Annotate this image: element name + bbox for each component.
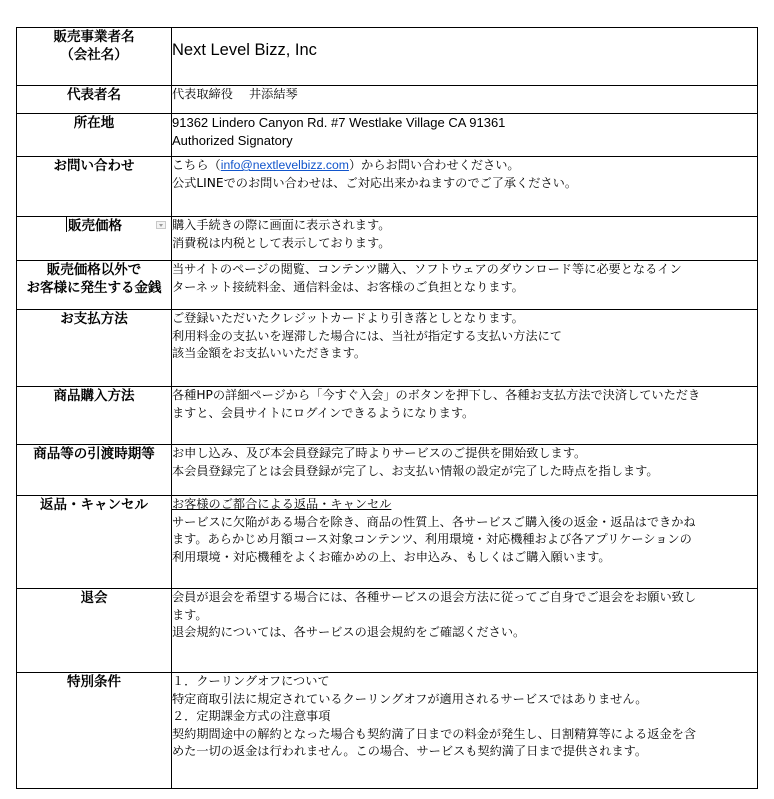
row-value-purchase — [172, 387, 758, 445]
value-line: ます。あらかじめ月額コース対象コンテンツ、利用環境・対応機種および各アプリケーションの — [172, 532, 692, 546]
label-line: （会社名） — [60, 47, 128, 63]
value-line: めた一切の返金は行われません。この場合、サービスも契約満了日まで提供されます。 — [172, 744, 648, 758]
table-row — [17, 310, 758, 387]
table-row — [17, 589, 758, 673]
value-line: 91362 Lindero Canyon Rd. #7 Westlake Village CA 91361 — [172, 115, 506, 130]
label-line: お問い合わせ — [53, 158, 135, 174]
value-line: 利用料金の支払いを遅滞した場合には、当社が指定する支払い方法にて — [172, 328, 562, 343]
returns-heading: お客様のご都合による返品・キャンセル — [172, 497, 392, 511]
label-line: 所在地 — [73, 115, 115, 131]
contact-suffix: ）からお問い合わせください。 — [348, 158, 520, 172]
label-line: 返品・キャンセル — [40, 497, 148, 513]
dropdown-filter-icon[interactable] — [156, 221, 166, 229]
value-line: 公式LINEでのお問い合わせは、ご対応出来かねますのでご了承ください。 — [172, 175, 578, 190]
value-line: Authorized Signatory — [172, 132, 293, 148]
row-value-extra-fees — [172, 261, 758, 310]
label-line: お客様に発生する金銭 — [26, 280, 162, 296]
value-line: 会員が退会を希望する場合には、各種サービスの退会方法に従ってご自身でご退会をお願い致し — [172, 590, 697, 604]
value-line: 特定商取引法に規定されているクーリングオフが適用されるサービスではありません。 — [172, 691, 648, 706]
table-row — [17, 86, 758, 114]
value-line: 当サイトのページの閲覧、コンテンツ購入、ソフトウェアのダウンロード等に必要となるイン — [172, 262, 682, 276]
row-value-address — [172, 114, 758, 157]
row-label-withdrawal — [17, 589, 172, 673]
label-line: 代表者名 — [67, 87, 121, 103]
table-row — [17, 217, 758, 261]
value-line: 利用環境・対応機種をよくお確かめの上、お申込み、もしくはご購入願います。 — [172, 549, 611, 564]
label-line: お支払方法 — [60, 311, 128, 327]
table-row — [17, 387, 758, 445]
value-line: 消費税は内税として表示しております。 — [172, 235, 391, 250]
value-line: ますと、会員サイトにログインできるようになります。 — [172, 405, 475, 420]
row-label-seller — [17, 28, 172, 86]
row-label-address — [17, 114, 172, 157]
value-line: 契約期間途中の解約となった場合も契約満了日までの料金が発生し、日割精算等による返金を含 — [172, 726, 697, 741]
row-label-price — [17, 217, 172, 261]
row-label-purchase — [17, 387, 172, 445]
label-line: 商品等の引渡時期等 — [33, 446, 155, 462]
legal-notice-table — [16, 27, 758, 789]
row-value-contact — [172, 157, 758, 217]
row-label-delivery — [17, 445, 172, 496]
row-label-special-terms — [17, 673, 172, 789]
row-label-contact — [17, 157, 172, 217]
table-row — [17, 673, 758, 789]
row-value-special-terms — [172, 673, 758, 789]
label-text: 販売価格 — [68, 218, 122, 234]
table-row — [17, 445, 758, 496]
label-line: 退会 — [80, 590, 108, 606]
label-line: 商品購入方法 — [53, 388, 135, 404]
row-value-returns — [172, 496, 758, 589]
label-line — [17, 217, 171, 235]
row-label-payment — [17, 310, 172, 387]
company-name: Next Level Bizz, Inc — [172, 41, 317, 59]
table-row — [17, 496, 758, 589]
value-line: 購入手続きの際に画面に表示されます。 — [172, 218, 391, 232]
value-line — [172, 157, 757, 175]
value-line: 代表取締役 井添結琴 — [172, 87, 298, 101]
value-line: ターネット接続料金、通信料金は、お客様のご負担となります。 — [172, 279, 524, 294]
value-line: 該当金額をお支払いいただきます。 — [172, 346, 367, 360]
value-line: 本会員登録完了とは会員登録が完了し、お支払い情報の設定が完了した時点を指します。 — [172, 463, 659, 478]
value-line: お申し込み、及び本会員登録完了時よりサービスのご提供を開始致します。 — [172, 446, 587, 460]
label-line: 販売価格以外で — [46, 262, 142, 278]
value-line: ２．定期課金方式の注意事項 — [172, 709, 331, 723]
table-row — [17, 114, 758, 157]
table-row — [17, 157, 758, 217]
value-line: 各種HPの詳細ページから「今すぐ入会」のボタンを押下し、各種お支払方法で決済していただき — [172, 388, 701, 402]
row-label-returns — [17, 496, 172, 589]
row-value-price — [172, 217, 758, 261]
row-value-payment — [172, 310, 758, 387]
row-value-seller — [172, 28, 758, 86]
contact-prefix: こちら（ — [172, 158, 221, 172]
row-label-representative — [17, 86, 172, 114]
table-row — [17, 261, 758, 310]
email-link[interactable]: info@nextlevelbizz.com — [220, 158, 349, 172]
table-row — [17, 28, 758, 86]
row-label-extra-fees — [17, 261, 172, 310]
row-value-withdrawal — [172, 589, 758, 673]
value-line: ご登録いただいたクレジットカードより引き落としとなります。 — [172, 311, 524, 325]
label-line: 特別条件 — [67, 674, 121, 690]
value-line: サービスに欠陥がある場合を除き、商品の性質上、各サービスご購入後の返金・返品はできかね — [172, 514, 696, 529]
value-line: １．クーリングオフについて — [172, 674, 330, 688]
label-line: 販売事業者名 — [53, 29, 135, 45]
row-value-representative — [172, 86, 758, 114]
row-value-delivery — [172, 445, 758, 496]
text-cursor — [66, 217, 67, 232]
value-line: 退会規約については、各サービスの退会規約をご確認ください。 — [172, 625, 526, 639]
value-line: ます。 — [172, 607, 208, 622]
